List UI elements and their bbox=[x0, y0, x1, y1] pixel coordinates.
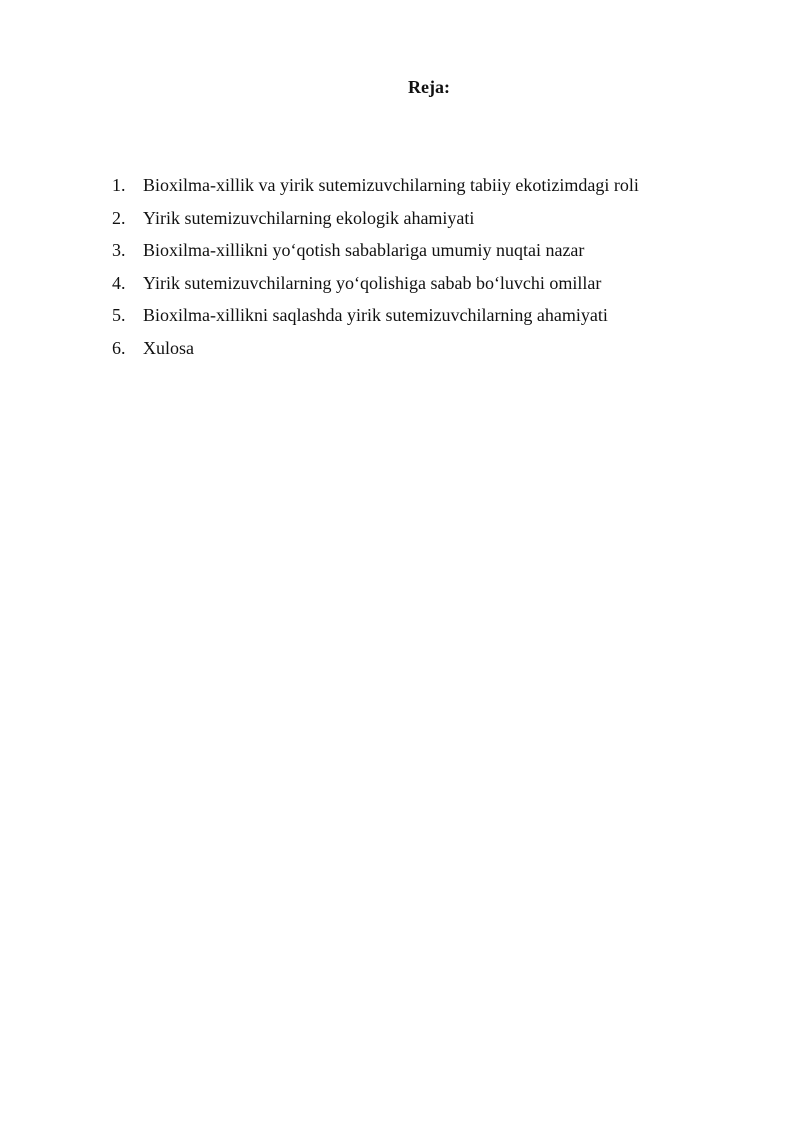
list-item bbox=[112, 206, 752, 239]
list-item-number: 6. bbox=[112, 337, 126, 358]
list-item bbox=[112, 238, 752, 271]
list-item bbox=[112, 271, 752, 304]
list-item bbox=[112, 303, 752, 336]
list-item-number: 4. bbox=[112, 272, 126, 293]
plan-list bbox=[112, 173, 752, 369]
list-item bbox=[112, 173, 752, 206]
list-item-number: 5. bbox=[112, 305, 126, 326]
list-item-number: 3. bbox=[112, 240, 126, 261]
page-title: Reja: bbox=[408, 77, 450, 97]
list-item-text: Bioxilma-xillikni saqlashda yirik sutemizuvchilarning ahamiyati bbox=[143, 305, 608, 326]
list-item-text: Xulosa bbox=[143, 337, 194, 358]
list-item-text: Yirik sutemizuvchilarning ekologik ahamiyati bbox=[143, 207, 475, 228]
list-item-number: 1. bbox=[112, 175, 126, 195]
list-item-text: Yirik sutemizuvchilarning yo‘qolishiga sabab bo‘luvchi omillar bbox=[143, 272, 602, 293]
list-item-text: Bioxilma-xillik va yirik sutemizuvchilarning tabiiy ekotizimdagi roli bbox=[143, 175, 639, 195]
list-item bbox=[112, 336, 752, 369]
list-item-number: 2. bbox=[112, 207, 126, 228]
list-item-text: Bioxilma-xillikni yo‘qotish sabablariga umumiy nuqtai nazar bbox=[143, 240, 585, 261]
